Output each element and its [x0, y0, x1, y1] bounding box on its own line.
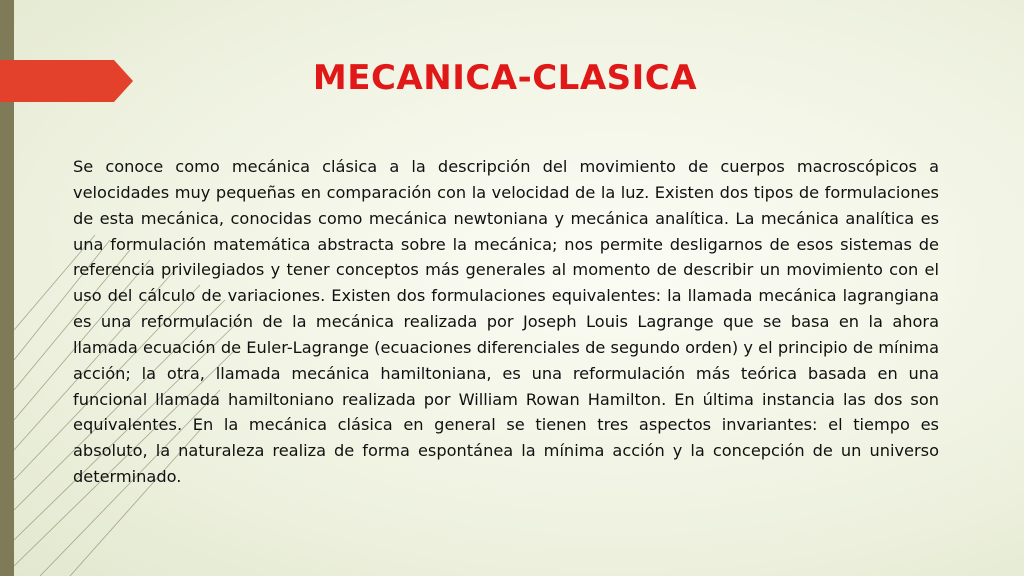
slide-body-text: Se conoce como mecánica clásica a la descripción del movimiento de cuerpos macroscópicos a velocidades muy pequeñas en comparación con la velocidad de la luz. Existen dos tipos de formulaciones de esta mecánica, conocidas como mecánica newtoniana y mecánica analítica. La mecánica analítica es una formulación matemática abstracta sobre la mecánica; nos permite desligarnos de esos sistemas de referencia privilegiados y tener conceptos más generales al momento de describir un movimiento con el uso del cálculo de variaciones. Existen dos formulaciones equivalentes: la llamada mecánica lagrangiana es una reformulación de la mecánica realizada por Joseph Louis Lagrange que se basa en la ahora llamada ecuación de Euler-Lagrange (ecuaciones diferenciales de segundo orden) y el principio de mínima acción; la otra, llamada mecánica hamiltoniana, es una reformulación más teórica basada en una funcional llamada hamiltoniano realizada por William Rowan Hamilton. En última instancia las dos son equivalentes. En la mecánica clásica en general se tienen tres aspectos invariantes: el tiempo es absoluto, la naturaleza realiza de forma espontánea la mínima acción y la concepción de un universo determinado.: [73, 157, 939, 487]
accent-arrow-shape: [0, 60, 133, 102]
slide-title: MECANICA-CLASICA: [312, 58, 698, 98]
